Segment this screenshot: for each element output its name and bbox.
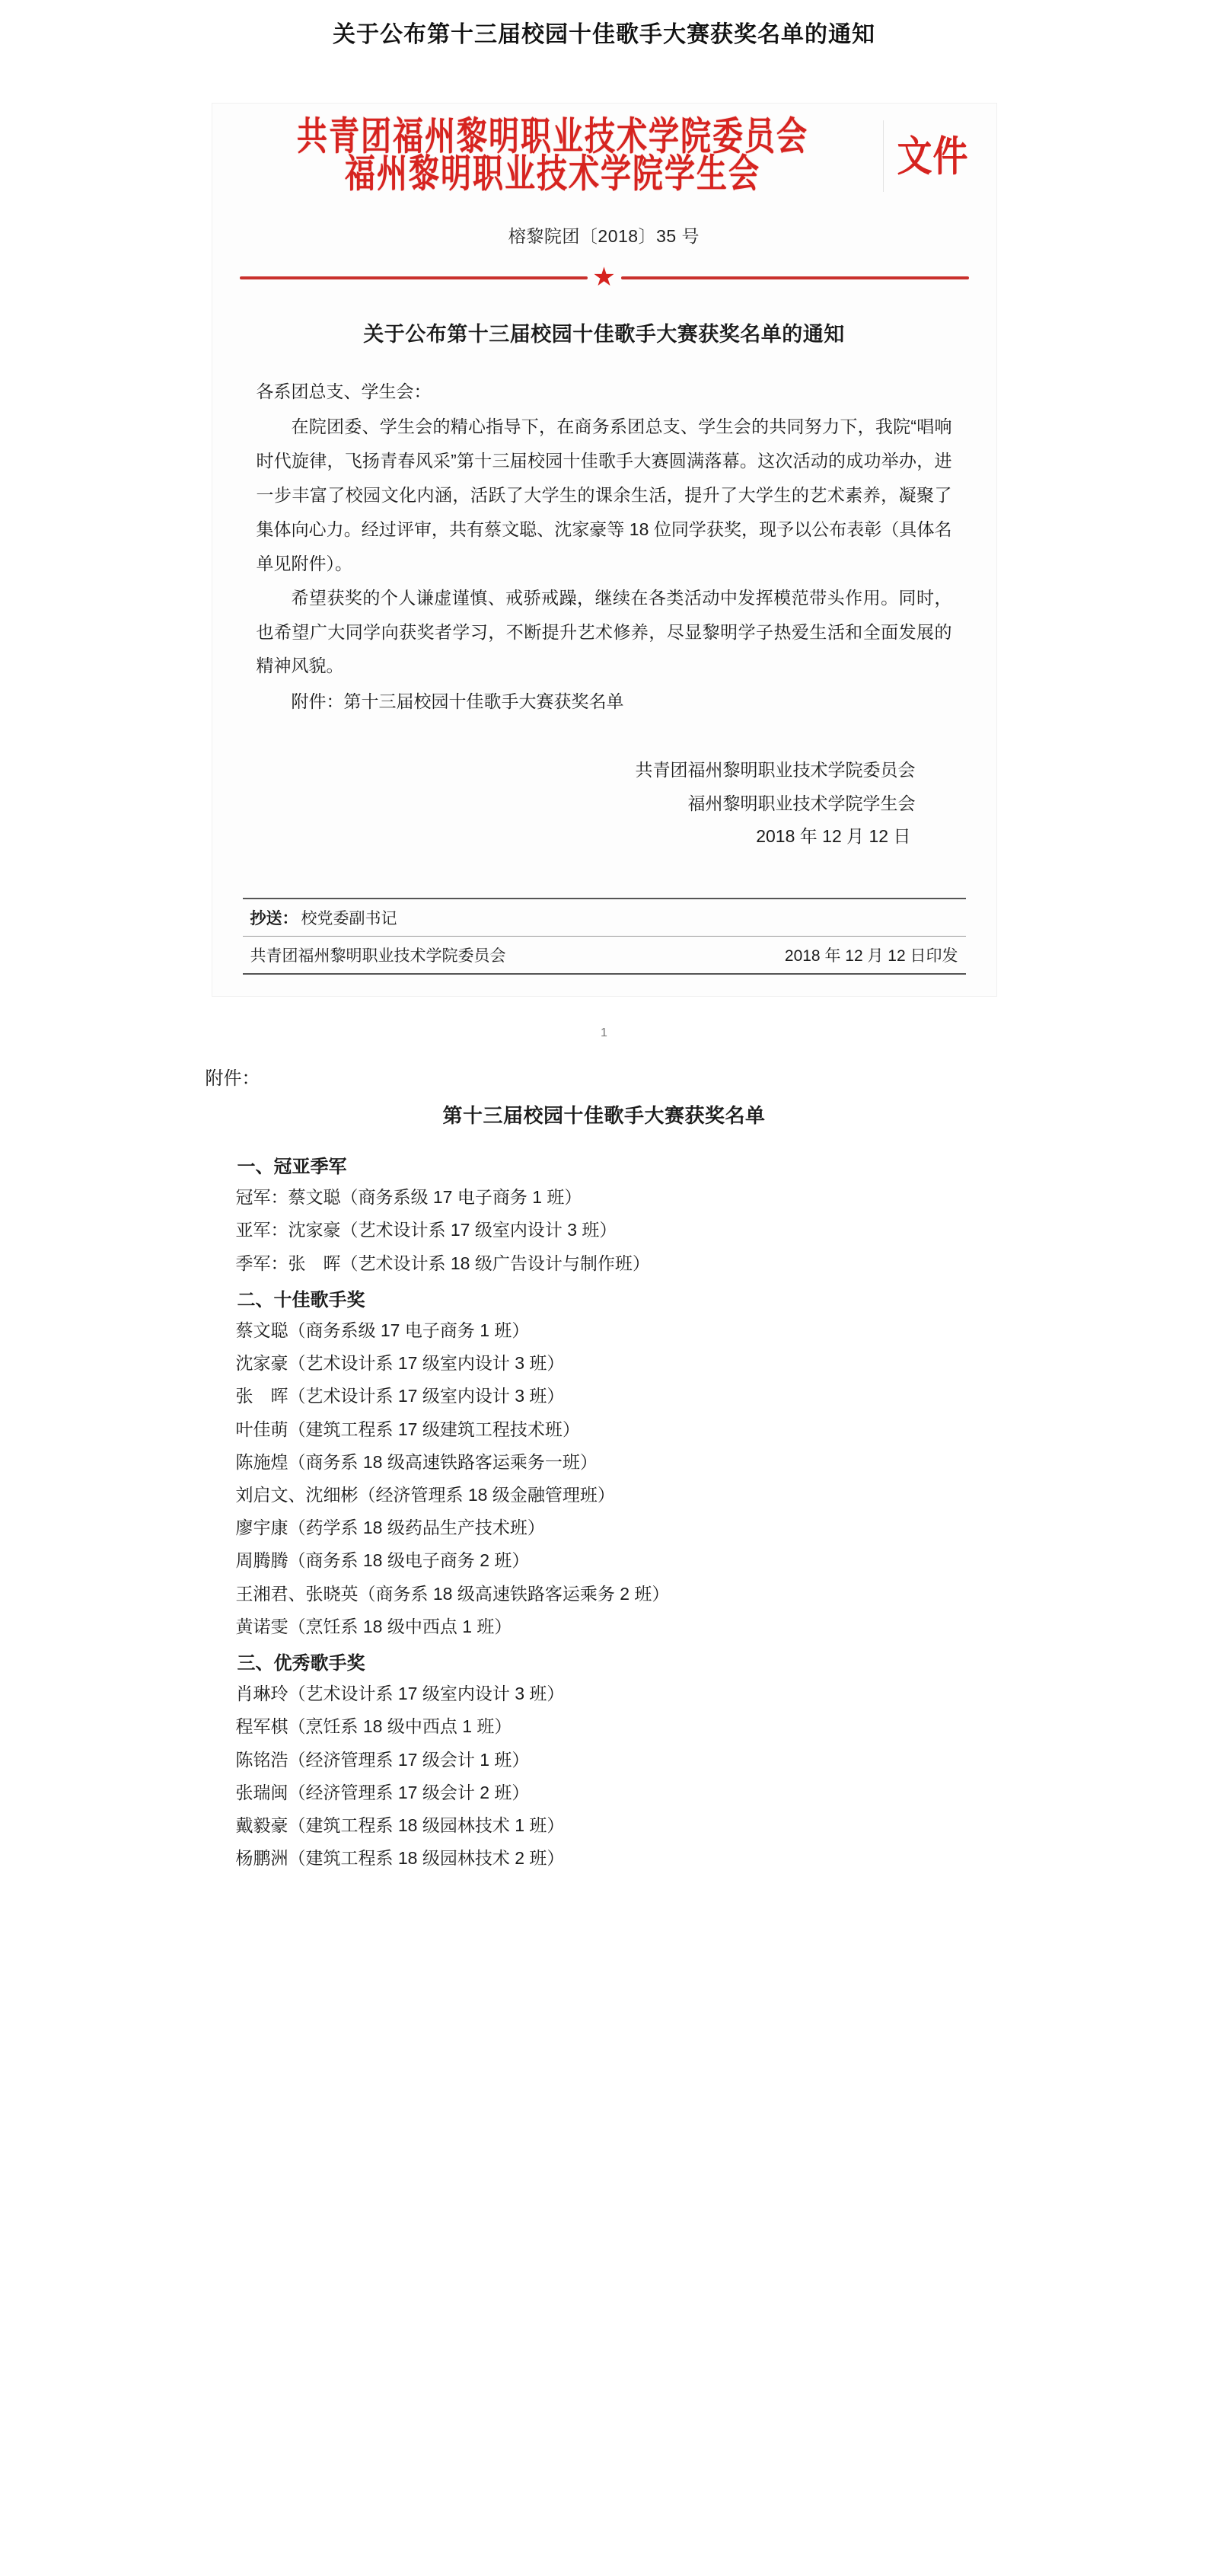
page-title: 关于公布第十三届校园十佳歌手大赛获奖名单的通知 — [333, 22, 875, 47]
award-entry: 沈家豪（艺术设计系 17 级室内设计 3 班） — [235, 1353, 565, 1374]
signature-organization-1: 共青团福州黎明职业技术学院委员会 — [635, 760, 916, 780]
award-entry: 亚军：沈家豪（艺术设计系 17 级室内设计 3 班） — [235, 1220, 617, 1240]
award-entry: 黄诺雯（烹饪系 18 级中西点 1 班） — [235, 1616, 512, 1636]
attachment-reference-line: 附件：第十三届校园十佳歌手大赛获奖名单 — [291, 691, 624, 712]
award-entry: 张瑞闽（经济管理系 17 级会计 2 班） — [235, 1782, 530, 1802]
award-entry: 廖宇康（药学系 18 级药品生产技术班） — [235, 1518, 545, 1538]
footer-issuer-row — [243, 937, 966, 973]
document-heading: 关于公布第十三届校园十佳歌手大赛获奖名单的通知 — [363, 322, 845, 346]
body-paragraph: 在院团委、学生会的精心指导下，在商务系团总支、学生会的共同努力下，我院“唱响时代旋律，飞扬青春风采”第十三届校园十佳歌手大赛圆满落幕。这次活动的成功举办，进一步丰富了校园文化内涵，活跃了大学生的课余生活，提升了大学生的艺术素养，凝聚了集体向心力。经过评审，共有蔡文聪、沈家豪等 18 位同学获奖，现予以公布表彰（具体名单见附件）。 — [256, 417, 952, 573]
footer-print-date: 2018 年 12 月 12 日印发 — [784, 947, 958, 966]
award-entry: 陈施煌（商务系 18 级高速铁路客运乘务一班） — [235, 1451, 598, 1472]
letterhead-wenjian-label: 文件 — [897, 132, 969, 180]
attachment-title: 第十三届校园十佳歌手大赛获奖名单 — [442, 1104, 766, 1128]
letterhead-line-1: 共青团福州黎明职业技术学院委员会 — [297, 115, 808, 159]
salutation: 各系团总支、学生会： — [256, 381, 432, 401]
award-entry: 张 晖（艺术设计系 17 级室内设计 3 班） — [235, 1386, 565, 1406]
award-section-heading: 二、十佳歌手奖 — [237, 1289, 365, 1310]
award-entry: 冠军：蔡文聪（商务系级 17 电子商务 1 班） — [235, 1187, 582, 1208]
award-entry: 程军棋（烹饪系 18 级中西点 1 班） — [235, 1716, 512, 1737]
award-entry: 叶佳萌（建筑工程系 17 级建筑工程技术班） — [235, 1419, 580, 1439]
attachment-label: 附件： — [205, 1068, 260, 1090]
attachment-section — [201, 1063, 1008, 1905]
footer-cc-label: 抄送： — [250, 910, 298, 928]
award-entry: 王湘君、张晓英（商务系 18 级高速铁路客运乘务 2 班） — [235, 1583, 670, 1604]
official-document-sheet — [212, 104, 996, 996]
footer-cc-row — [243, 899, 966, 937]
red-star-icon: ★ — [592, 262, 616, 292]
red-rule-left-segment — [240, 276, 588, 279]
award-entry: 杨鹏洲（建筑工程系 18 级园林技术 2 班） — [235, 1848, 565, 1869]
letterhead-wenjian-box — [891, 120, 975, 192]
page-number-marker: 1 — [601, 1026, 607, 1040]
red-divider-rule — [240, 262, 969, 292]
signature-block — [257, 754, 952, 854]
award-entry: 陈铭浩（经济管理系 17 级会计 1 班） — [235, 1749, 530, 1770]
signature-organization-2: 福州黎明职业技术学院学生会 — [687, 793, 916, 813]
red-rule-right-segment — [621, 276, 969, 279]
document-footer-table — [243, 898, 966, 975]
award-entry: 肖琳玲（艺术设计系 17 级室内设计 3 班） — [235, 1684, 565, 1704]
award-entry: 季军：张 晖（艺术设计系 18 级广告设计与制作班） — [235, 1253, 650, 1273]
award-entry: 刘启文、沈细彬（经济管理系 18 级金融管理班） — [235, 1484, 615, 1505]
footer-cc-value: 校党委副书记 — [301, 910, 397, 928]
award-section-heading: 三、优秀歌手奖 — [237, 1653, 365, 1674]
body-paragraph: 希望获奖的个人谦虚谨慎、戒骄戒躁，继续在各类活动中发挥模范带头作用。同时，也希望广大同学向获奖者学习，不断提升艺术修养，尽显黎明学子热爱生活和全面发展的精神风貌。 — [256, 587, 952, 676]
award-entry: 戴毅豪（建筑工程系 18 级园林技术 1 班） — [235, 1815, 565, 1836]
award-section — [201, 1648, 1008, 1875]
award-section — [201, 1285, 1008, 1643]
signature-date: 2018 年 12 月 12 日 — [756, 826, 911, 847]
award-entry: 蔡文聪（商务系级 17 电子商务 1 班） — [235, 1320, 530, 1340]
award-entry: 周腾腾（商务系 18 级电子商务 2 班） — [235, 1550, 530, 1571]
document-number: 榕黎院团〔2018〕35 号 — [508, 225, 700, 246]
footer-issuer: 共青团福州黎明职业技术学院委员会 — [250, 947, 506, 966]
letterhead-line-2: 福州黎明职业技术学院学生会 — [345, 152, 760, 196]
award-section-heading: 一、冠亚季军 — [237, 1157, 347, 1178]
document-body — [212, 375, 996, 854]
award-section — [201, 1151, 1008, 1280]
letterhead — [212, 104, 996, 196]
letterhead-organizations — [234, 115, 884, 196]
